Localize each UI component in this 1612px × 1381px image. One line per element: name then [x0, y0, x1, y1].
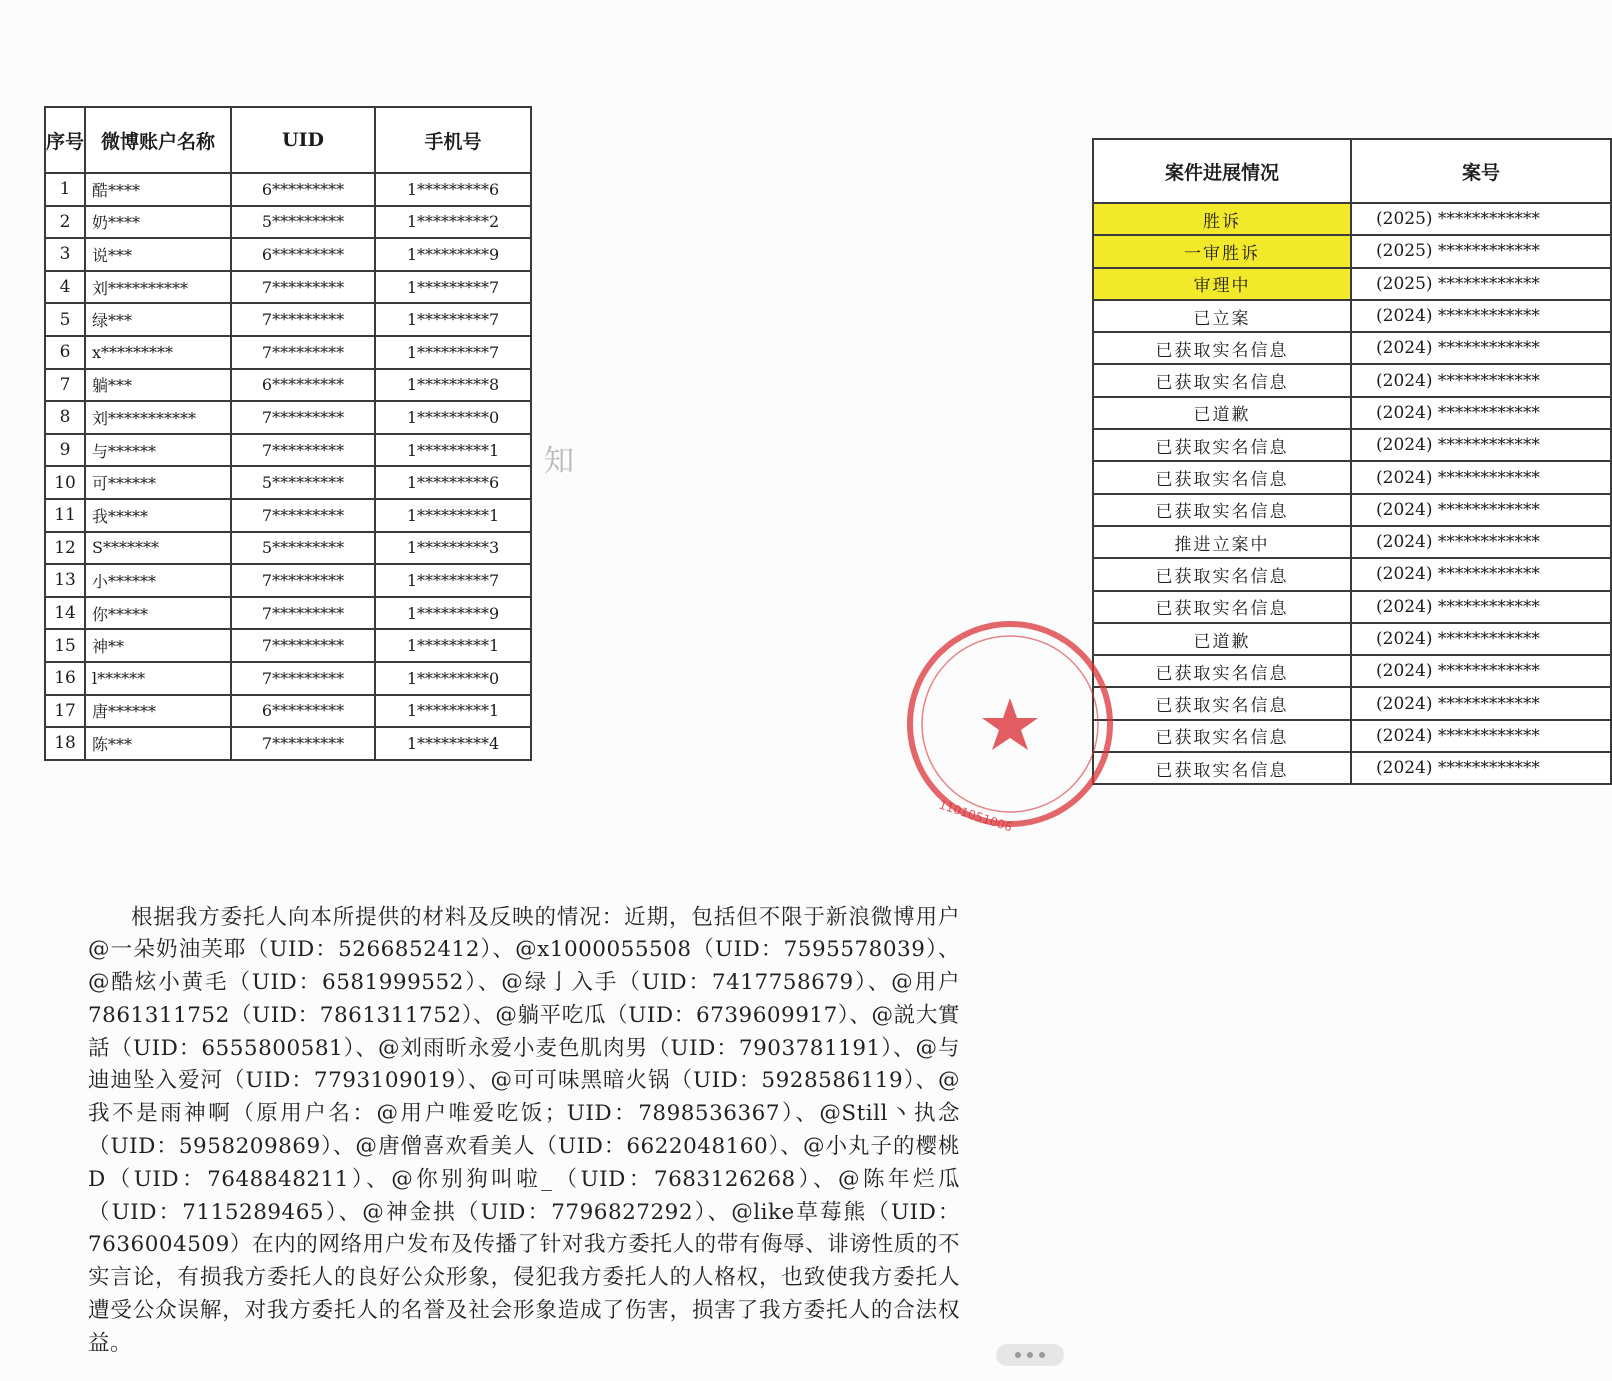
table-row [1093, 300, 1611, 332]
table-row [45, 401, 531, 434]
row-index: 5 [45, 303, 85, 336]
table-row [45, 336, 531, 369]
table-row [1093, 332, 1611, 364]
account-name: 躺*** [85, 369, 231, 402]
phone-cell: 1*********9 [375, 238, 531, 271]
case-number: (2024) ************ [1351, 461, 1611, 493]
more-options-icon[interactable] [996, 1344, 1064, 1370]
table-row [1093, 461, 1611, 493]
row-index: 2 [45, 206, 85, 239]
case-status: 已获取实名信息 [1093, 720, 1351, 752]
uid-cell: 7********* [231, 401, 375, 434]
uid-cell: 7********* [231, 629, 375, 662]
table-row [45, 564, 531, 597]
phone-cell: 1*********8 [375, 369, 531, 402]
row-index: 13 [45, 564, 85, 597]
case-status: 已获取实名信息 [1093, 429, 1351, 461]
account-name: 说*** [85, 238, 231, 271]
row-index: 4 [45, 271, 85, 304]
table-row [45, 173, 531, 206]
account-name: 神** [85, 629, 231, 662]
account-table-header [45, 107, 531, 173]
row-index: 10 [45, 466, 85, 499]
table-row [1093, 203, 1611, 235]
seal-number: 1101051006 [937, 797, 1015, 835]
case-number: (2024) ************ [1351, 591, 1611, 623]
phone-cell: 1*********1 [375, 434, 531, 467]
row-index: 15 [45, 629, 85, 662]
col-header-status: 案件进展情况 [1093, 139, 1351, 203]
row-index: 3 [45, 238, 85, 271]
account-name: 我***** [85, 499, 231, 532]
phone-cell: 1*********7 [375, 271, 531, 304]
table-row [1093, 397, 1611, 429]
uid-cell: 7********* [231, 336, 375, 369]
account-name: 陈*** [85, 727, 231, 760]
table-row [45, 434, 531, 467]
row-index: 18 [45, 727, 85, 760]
table-row [45, 695, 531, 728]
uid-cell: 6********* [231, 238, 375, 271]
table-row [1093, 687, 1611, 719]
case-number: (2025) ************ [1351, 268, 1611, 300]
table-row [1093, 558, 1611, 590]
phone-cell: 1*********2 [375, 206, 531, 239]
phone-cell: 1*********1 [375, 695, 531, 728]
case-number: (2024) ************ [1351, 687, 1611, 719]
table-row [1093, 526, 1611, 558]
account-name: 刘********** [85, 271, 231, 304]
table-row [45, 369, 531, 402]
case-number: (2024) ************ [1351, 364, 1611, 396]
row-index: 8 [45, 401, 85, 434]
case-status: 已道歉 [1093, 623, 1351, 655]
account-name: 酷**** [85, 173, 231, 206]
row-index: 14 [45, 597, 85, 630]
table-row [1093, 720, 1611, 752]
case-number: (2024) ************ [1351, 397, 1611, 429]
uid-cell: 7********* [231, 271, 375, 304]
case-number: (2024) ************ [1351, 300, 1611, 332]
table-row [45, 238, 531, 271]
case-status: 已立案 [1093, 300, 1351, 332]
uid-cell: 7********* [231, 303, 375, 336]
case-status: 一审胜诉 [1093, 235, 1351, 267]
case-status: 已获取实名信息 [1093, 655, 1351, 687]
uid-cell: 5********* [231, 466, 375, 499]
table-row [1093, 364, 1611, 396]
phone-cell: 1*********3 [375, 532, 531, 565]
phone-cell: 1*********1 [375, 499, 531, 532]
phone-cell: 1*********0 [375, 401, 531, 434]
case-status: 已获取实名信息 [1093, 687, 1351, 719]
account-name: 唐****** [85, 695, 231, 728]
case-status: 推进立案中 [1093, 526, 1351, 558]
table-row [1093, 623, 1611, 655]
account-name: l****** [85, 662, 231, 695]
case-number: (2024) ************ [1351, 429, 1611, 461]
account-name: 绿*** [85, 303, 231, 336]
row-index: 9 [45, 434, 85, 467]
uid-cell: 7********* [231, 434, 375, 467]
uid-cell: 7********* [231, 662, 375, 695]
uid-cell: 7********* [231, 727, 375, 760]
account-name: 可****** [85, 466, 231, 499]
watermark: 知 [544, 444, 574, 479]
phone-cell: 1*********0 [375, 662, 531, 695]
table-row [45, 466, 531, 499]
phone-cell: 1*********7 [375, 303, 531, 336]
case-status: 已获取实名信息 [1093, 461, 1351, 493]
uid-cell: 7********* [231, 499, 375, 532]
row-index: 17 [45, 695, 85, 728]
case-status: 已获取实名信息 [1093, 752, 1351, 784]
case-number: (2024) ************ [1351, 752, 1611, 784]
table-row [45, 727, 531, 760]
table-row [45, 532, 531, 565]
col-header-phone: 手机号 [375, 107, 531, 173]
case-status: 已获取实名信息 [1093, 591, 1351, 623]
case-number: (2025) ************ [1351, 203, 1611, 235]
case-number: (2024) ************ [1351, 720, 1611, 752]
case-number: (2024) ************ [1351, 494, 1611, 526]
table-row [45, 271, 531, 304]
case-status: 已道歉 [1093, 397, 1351, 429]
case-status: 已获取实名信息 [1093, 558, 1351, 590]
row-index: 1 [45, 173, 85, 206]
table-row [1093, 429, 1611, 461]
phone-cell: 1*********1 [375, 629, 531, 662]
case-status: 审理中 [1093, 268, 1351, 300]
table-row [1093, 268, 1611, 300]
phone-cell: 1*********9 [375, 597, 531, 630]
account-table [44, 106, 532, 761]
phone-cell: 1*********6 [375, 173, 531, 206]
case-number: (2025) ************ [1351, 235, 1611, 267]
phone-cell: 1*********7 [375, 336, 531, 369]
uid-cell: 6********* [231, 173, 375, 206]
uid-cell: 6********* [231, 369, 375, 402]
row-index: 6 [45, 336, 85, 369]
table-row [45, 629, 531, 662]
case-number: (2024) ************ [1351, 655, 1611, 687]
statement-paragraph: 根据我方委托人向本所提供的材料及反映的情况：近期，包括但不限于新浪微博用户@一朵奶油芙耶（UID：5266852412）、@x1000055508（UID：7595578039）、@酷炫小黄毛（UID：6581999552）、@绿亅入手（UID：7417758679）、@用户7861311752（UID：7861311752）、@躺平吃瓜（UID：6739609917）、@説大實話（UID：6555800581）、@刘雨昕永爱小麦色肌肉男（UID：7903781191）、@与迪迪坠入爱河（UID：7793109019）、@可可味黑暗火锅（UID：5928586119）、@我不是雨神啊（原用户名：@用户唯爱吃饭；UID：7898536367）、@Still丶执念（UID：5958209869）、@唐僧喜欢看美人（UID：6622048160）、@小丸子的樱桃D（UID：7648848211）、@你别狗叫啦_（UID：7683126268）、@陈年烂瓜（UID：7115289465）、@神金拱（UID：7796827292）、@like草莓熊（UID：7636004509）在内的网络用户发布及传播了针对我方委托人的带有侮辱、诽谤性质的不实言论，有损我方委托人的良好公众形象，侵犯我方委托人的人格权，也致使我方委托人遭受公众误解，对我方委托人的名誉及社会形象造成了伤害，损害了我方委托人的合法权益。 [88, 904, 960, 1356]
uid-cell: 5********* [231, 206, 375, 239]
table-row [45, 597, 531, 630]
case-number: (2024) ************ [1351, 332, 1611, 364]
table-row [1093, 591, 1611, 623]
account-name: 你***** [85, 597, 231, 630]
case-number: (2024) ************ [1351, 623, 1611, 655]
col-header-index: 序号 [45, 107, 85, 173]
official-seal [898, 628, 1038, 848]
uid-cell: 5********* [231, 532, 375, 565]
phone-cell: 1*********7 [375, 564, 531, 597]
case-table-header [1093, 139, 1611, 203]
row-index: 12 [45, 532, 85, 565]
table-row [45, 662, 531, 695]
col-header-case: 案号 [1351, 139, 1611, 203]
col-header-account: 微博账户名称 [85, 107, 231, 173]
case-status: 已获取实名信息 [1093, 364, 1351, 396]
account-name: S******* [85, 532, 231, 565]
account-name: x********* [85, 336, 231, 369]
phone-cell: 1*********4 [375, 727, 531, 760]
case-number: (2024) ************ [1351, 526, 1611, 558]
case-status: 已获取实名信息 [1093, 494, 1351, 526]
table-row [45, 206, 531, 239]
account-name: 奶**** [85, 206, 231, 239]
account-name: 刘*********** [85, 401, 231, 434]
table-row [45, 303, 531, 336]
col-header-uid: UID [231, 107, 375, 173]
table-row [1093, 235, 1611, 267]
case-status: 已获取实名信息 [1093, 332, 1351, 364]
row-index: 11 [45, 499, 85, 532]
uid-cell: 6********* [231, 695, 375, 728]
table-row [45, 499, 531, 532]
table-row [1093, 752, 1611, 784]
case-status: 胜诉 [1093, 203, 1351, 235]
uid-cell: 7********* [231, 597, 375, 630]
table-row [1093, 655, 1611, 687]
row-index: 7 [45, 369, 85, 402]
uid-cell: 7********* [231, 564, 375, 597]
account-name: 与****** [85, 434, 231, 467]
case-number: (2024) ************ [1351, 558, 1611, 590]
account-name: 小****** [85, 564, 231, 597]
phone-cell: 1*********6 [375, 466, 531, 499]
case-table [1092, 138, 1612, 785]
table-row [1093, 494, 1611, 526]
row-index: 16 [45, 662, 85, 695]
